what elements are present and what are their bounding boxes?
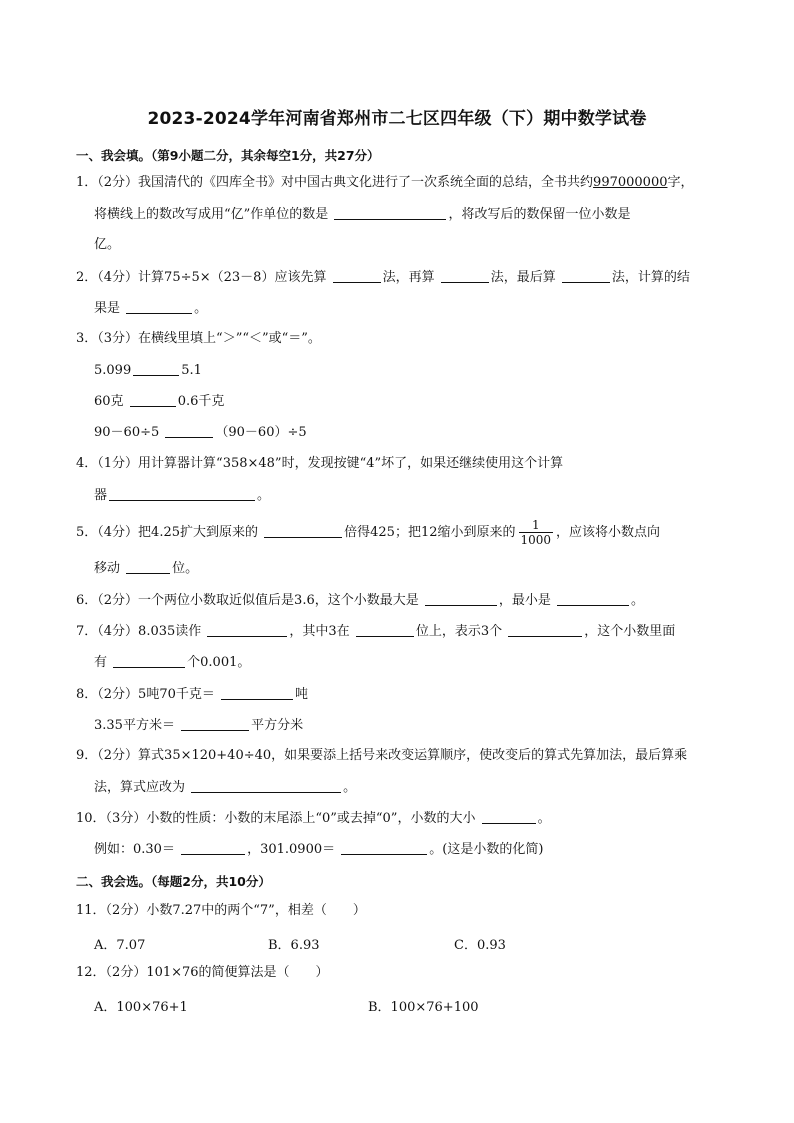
q2-text-b: 法，再算: [382, 270, 435, 285]
question-12-stem: 12．（2分）101×76的简便算法是（ ）: [76, 965, 329, 980]
q10-text-c: 例如：0.30＝: [94, 842, 175, 857]
q9-blank-1[interactable]: [191, 778, 341, 793]
question-6: [76, 591, 644, 610]
q5-blank-2[interactable]: [126, 559, 170, 574]
q5-fraction: [519, 518, 554, 547]
q7-blank-1[interactable]: [207, 622, 287, 637]
q7-text-e: 有: [94, 655, 108, 670]
q9-text-c: 。: [343, 780, 357, 795]
q2-text-f: 。: [194, 301, 208, 316]
question-8-line-2: [94, 716, 303, 735]
q3-row3-right: （90－60）÷5: [215, 425, 307, 440]
question-1-line-2: [94, 205, 630, 224]
q1-text-d: ，将改写后的数保留一位小数是: [448, 207, 631, 222]
q10-text-e: 。(这是小数的化简): [429, 842, 544, 857]
q2-text-d: 法，计算的结: [611, 270, 690, 285]
question-9-line-2: [94, 778, 356, 797]
q5-text-e: 位。: [172, 561, 199, 576]
q2-text-c: 法，最后算: [490, 270, 556, 285]
question-7-line-2: [94, 653, 250, 672]
question-1-line-1: [76, 174, 694, 192]
q10-blank-3[interactable]: [341, 840, 427, 855]
q3-blank-1[interactable]: [133, 361, 179, 376]
q2-text-a: 2．（4分）计算75÷5×（23－8）应该先算: [76, 270, 327, 285]
q6-text-a: 6．（2分）一个两位小数取近似值后是3.6，这个小数最大是: [76, 593, 419, 608]
q5-text-a: 5．（4分）把4.25扩大到原来的: [76, 525, 258, 540]
q5-text-c: ，应该将小数点向: [556, 525, 661, 540]
question-4-line-2: [94, 486, 270, 505]
q4-text-b: 器: [94, 488, 108, 503]
q11-option-b[interactable]: B．6.93: [268, 938, 320, 953]
q8-text-c: 3.35平方米＝: [94, 718, 175, 733]
q3-row2-left: 60克: [94, 394, 124, 409]
q8-text-b: 吨: [295, 687, 309, 702]
question-7-line-1: [76, 622, 675, 641]
q6-text-c: 。: [631, 593, 645, 608]
q2-text-e: 果是: [94, 301, 121, 316]
question-11-stem: 11．（2分）小数7.27中的两个“7”，相差（ ）: [76, 903, 366, 918]
q7-text-f: 个0.001。: [187, 655, 251, 670]
question-3-stem: 3．（3分）在横线里填上“＞”“＜”或“＝”。: [76, 331, 321, 346]
q10-text-a: 10．（3分）小数的性质：小数的末尾添上“0”或去掉“0”，小数的大小: [76, 811, 476, 826]
q11-option-a[interactable]: A．7.07: [94, 938, 146, 953]
q5-text-b: 倍得425；把12缩小到原来的: [344, 525, 516, 540]
q5-blank-1[interactable]: [264, 523, 342, 538]
q9-text-b: 法，算式应改为: [94, 780, 186, 795]
q5-fraction-denominator: 1000: [520, 533, 552, 547]
q3-blank-3[interactable]: [165, 423, 213, 438]
q10-blank-2[interactable]: [181, 840, 245, 855]
q4-text-c: 。: [257, 488, 271, 503]
q10-blank-1[interactable]: [482, 809, 536, 824]
question-3-row-2: [94, 392, 224, 411]
question-5-line-1: [76, 518, 660, 547]
section-1-heading: 一、我会填。（第9小题二分，其余每空1分，共27分）: [76, 148, 380, 163]
q1-text-e: 亿。: [94, 237, 121, 252]
question-8-line-1: [76, 685, 308, 704]
q4-blank-1[interactable]: [109, 486, 255, 501]
q7-blank-4[interactable]: [113, 653, 185, 668]
q1-text-b: 字，: [667, 175, 694, 190]
q2-blank-1[interactable]: [333, 268, 381, 283]
question-5-line-2: [94, 559, 198, 578]
q1-text-a: 1．（2分）我国清代的《四库全书》对中国古典文化进行了一次系统全面的总结，全书共约: [76, 175, 594, 190]
q8-blank-2[interactable]: [181, 716, 249, 731]
q6-blank-2[interactable]: [557, 591, 629, 606]
q8-blank-1[interactable]: [221, 685, 293, 700]
q3-blank-2[interactable]: [130, 392, 176, 407]
q7-text-a: 7．（4分）8.035读作: [76, 624, 202, 639]
q1-number: 997000000: [593, 175, 668, 190]
q2-blank-4[interactable]: [126, 299, 192, 314]
q6-blank-1[interactable]: [425, 591, 497, 606]
question-4-line-1: 4．（1分）用计算器计算“358×48”时，发现按键“4”坏了，如果还继续使用这个计算: [76, 456, 564, 471]
q12-option-b[interactable]: B．100×76+100: [368, 1000, 479, 1015]
question-10-line-2: [94, 840, 543, 859]
question-10-line-1: [76, 809, 551, 828]
q1-blank-1[interactable]: [334, 205, 446, 220]
q11-option-c[interactable]: C．0.93: [454, 938, 506, 953]
q1-text-c: 将横线上的数改写成用“亿”作单位的数是: [94, 207, 329, 222]
q7-text-d: ，这个小数里面: [584, 624, 676, 639]
q2-blank-3[interactable]: [562, 268, 610, 283]
q8-text-a: 8．（2分）5吨70千克＝: [76, 687, 215, 702]
q10-text-b: 。: [537, 811, 551, 826]
q7-text-b: ，其中3在: [289, 624, 350, 639]
q3-row1-right: 5.1: [181, 363, 202, 378]
q3-row1-left: 5.099: [94, 363, 132, 378]
q10-text-d: ，301.0900＝: [247, 842, 336, 857]
question-3-row-1: [94, 361, 202, 380]
q3-row3-left: 90－60÷5: [94, 425, 160, 440]
q7-blank-3[interactable]: [508, 622, 582, 637]
question-2-line-2: [94, 299, 207, 318]
question-2-line-1: [76, 268, 690, 287]
exam-title: 2023-2024学年河南省郑州市二七区四年级（下）期中数学试卷: [147, 109, 647, 129]
question-9-line-1: 9．（2分）算式35×120+40÷40，如果要添上括号来改变运算顺序，使改变后的算式先算加法，最后算乘: [76, 748, 688, 763]
section-2-heading: 二、我会选。（每题2分，共10分）: [76, 874, 271, 889]
q7-blank-2[interactable]: [356, 622, 414, 637]
q5-text-d: 移动: [94, 561, 121, 576]
q7-text-c: 位上，表示3个: [415, 624, 503, 639]
question-1-line-3: [94, 236, 120, 254]
q12-option-a[interactable]: A．100×76+1: [94, 1000, 188, 1015]
q6-text-b: ，最小是: [498, 593, 551, 608]
question-3-row-3: [94, 423, 307, 442]
q8-text-d: 平方分米: [251, 718, 304, 733]
q5-fraction-numerator: 1: [519, 518, 554, 533]
q3-row2-right: 0.6千克: [177, 394, 225, 409]
q2-blank-2[interactable]: [441, 268, 489, 283]
